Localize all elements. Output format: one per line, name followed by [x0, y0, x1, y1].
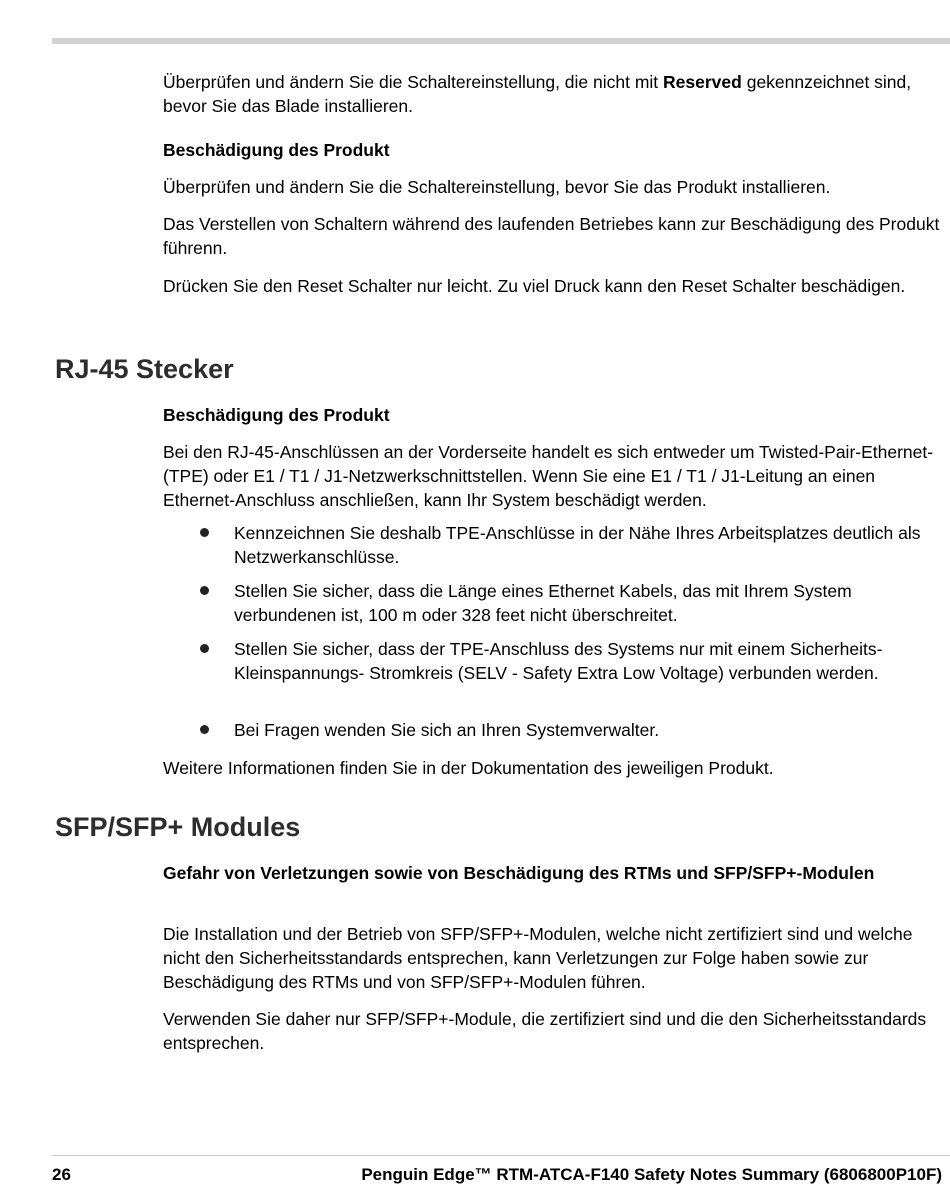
list-item: Stellen Sie sicher, dass der TPE-Anschluss des Systems nur mit einem Sicherheits-Kleinspannungs- Stromkreis (SELV - Safety Extra Low Voltage) verbunden werden. [234, 639, 883, 683]
paragraph: Drücken Sie den Reset Schalter nur leicht. Zu viel Druck kann den Reset Schalter beschädigen. [163, 276, 906, 296]
paragraph: Das Verstellen von Schaltern während des laufenden Betriebes kann zur Beschädigung des Produkt führenn. [163, 214, 940, 258]
warning-heading: Gefahr von Verletzungen sowie von Beschädigung des RTMs und SFP/SFP+-Modulen [163, 863, 875, 883]
intro-paragraph-1: Überprüfen und ändern Sie die Schaltereinstellung, die nicht mit Reserved gekennzeichnet sind, bevor Sie das Blade installieren. [163, 72, 912, 116]
warning-heading: Beschädigung des Produkt [163, 405, 390, 425]
list-item: Bei Fragen wenden Sie sich an Ihren Systemverwalter. [234, 720, 660, 740]
bullet-dot [200, 528, 209, 537]
paragraph: Die Installation und der Betrieb von SFP/SFP+-Modulen, welche nicht zertifiziert sind und welche nicht den Sicherheitsstandards entsprechen, kann Verletzungen zur Folge haben sowie zur Beschädigung des RTMs und von SFP/SFP+-Modulen führen. [163, 924, 913, 992]
list-item: Kennzeichnen Sie deshalb TPE-Anschlüsse in der Nähe Ihres Arbeitsplatzes deutlich als Netzwerkanschlüsse. [234, 523, 921, 567]
reserved-keyword: Reserved [663, 72, 742, 92]
bullet-dot [200, 586, 209, 595]
footer-doc-title: Penguin Edge™ RTM-ATCA-F140 Safety Notes Summary (6806800P10F) [361, 1165, 942, 1184]
list-item: Stellen Sie sicher, dass die Länge eines Ethernet Kabels, das mit Ihrem System verbundenen ist, 100 m oder 328 feet nicht überschreitet. [234, 581, 852, 625]
footer-rule [52, 1155, 950, 1156]
section-title-sfp: SFP/SFP+ Modules [55, 812, 301, 842]
warning-heading: Beschädigung des Produkt [163, 140, 390, 160]
header-rule [52, 38, 950, 44]
bullet-dot [200, 725, 209, 734]
paragraph: Bei den RJ-45-Anschlüssen an der Vorderseite handelt es sich entweder um Twisted-Pair-Ethernet- (TPE) oder E1 / T1 / J1-Netzwerkschnittstellen. Wenn Sie eine E1 / T1 / J1-Leitung an einen Ethernet-Anschluss anschließen, kann Ihr System beschädigt werden. [163, 442, 934, 510]
paragraph: Verwenden Sie daher nur SFP/SFP+-Module, die zertifiziert sind und die den Sicherheitsstandards entsprechen. [163, 1009, 927, 1053]
bullet-dot [200, 644, 209, 653]
page-number: 26 [52, 1165, 71, 1184]
paragraph: Weitere Informationen finden Sie in der Dokumentation des jeweiligen Produkt. [163, 758, 774, 778]
paragraph: Überprüfen und ändern Sie die Schaltereinstellung, bevor Sie das Produkt installieren. [163, 177, 831, 197]
section-title-rj45: RJ-45 Stecker [55, 354, 234, 384]
